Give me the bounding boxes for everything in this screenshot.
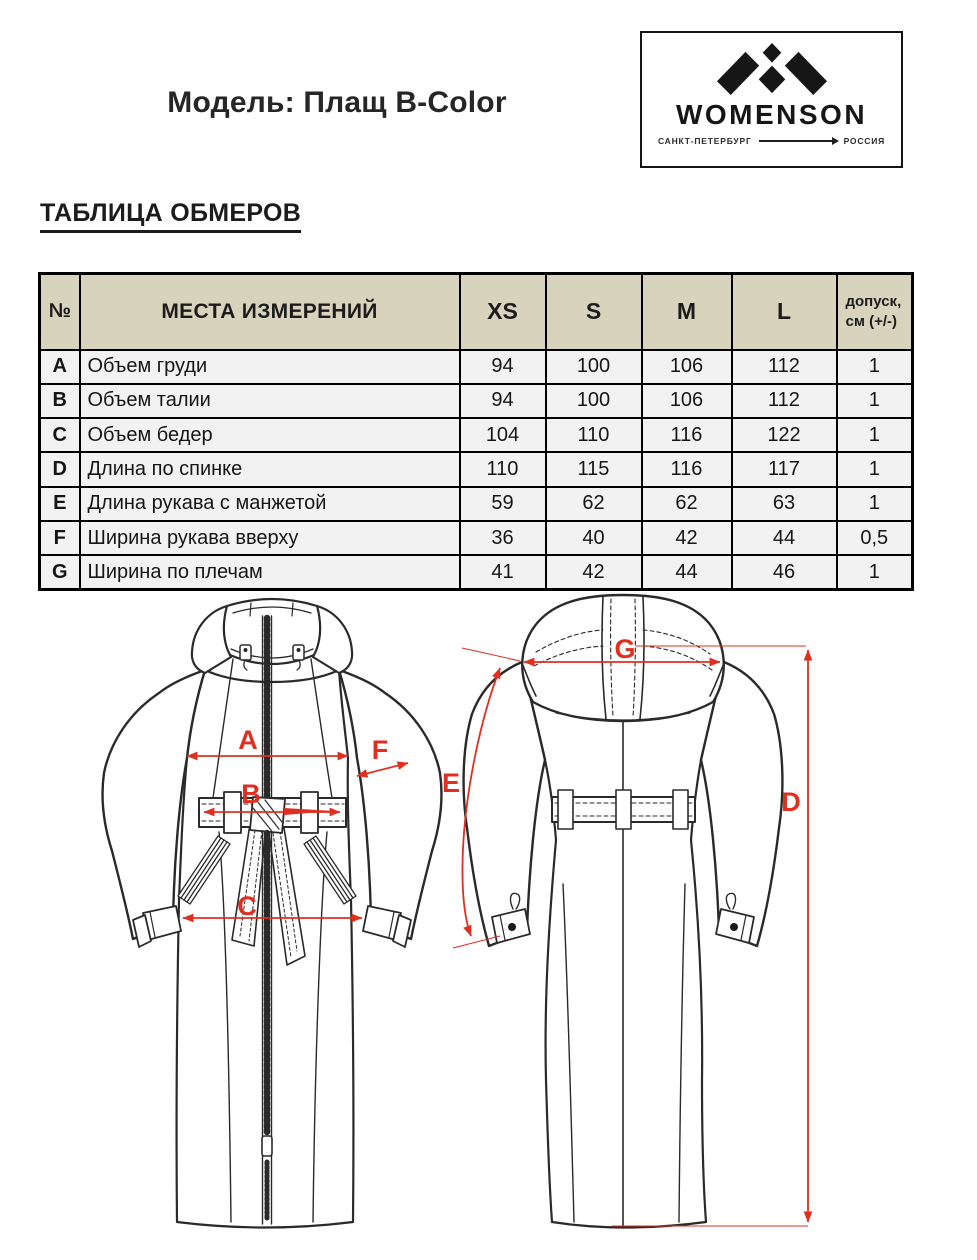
dim-label-f: F [371,735,389,765]
row-value: 104 [460,418,546,452]
brand-country: РОССИЯ [843,136,886,146]
row-place: Длина по спинке [80,452,460,486]
row-value: 41 [460,555,546,589]
row-value: 59 [460,487,546,521]
dim-label-e: E [441,768,461,798]
table-header-row [40,274,913,350]
table-row [40,555,913,589]
row-place: Длина рукава с манжетой [80,487,460,521]
table-row [40,452,913,486]
section-heading: ТАБЛИЦА ОБМЕРОВ [40,199,301,233]
row-value: 110 [546,418,642,452]
row-value: 44 [732,521,837,555]
row-place: Ширина рукава вверху [80,521,460,555]
row-letter: D [40,452,80,486]
table-row [40,521,913,555]
coat-back-view [464,595,783,1228]
row-value: 0,5 [837,521,913,555]
dim-label-d: D [781,787,801,817]
row-place: Объем бедер [80,418,460,452]
table-row [40,384,913,418]
col-header-xs: XS [460,274,546,350]
arrow-right-icon [759,140,837,142]
row-value: 1 [837,487,913,521]
dim-label-a: A [238,725,258,755]
brand-name: WOMENSON [675,99,868,130]
brand-logo [640,31,903,168]
row-letter: A [40,350,80,384]
row-letter: C [40,418,80,452]
brand-tagline [642,136,901,146]
row-place: Ширина по плечам [80,555,460,589]
crown-icon [713,42,831,98]
row-letter: G [40,555,80,589]
page-title: Модель: Плащ B-Color [167,86,507,119]
row-value: 100 [546,350,642,384]
brand-city: САНКТ-ПЕТЕРБУРГ [657,136,752,146]
measurement-table [38,272,914,591]
col-header-m: M [642,274,732,350]
row-value: 1 [837,350,913,384]
garment-drawings [0,592,977,1260]
row-value: 62 [642,487,732,521]
table-row [40,418,913,452]
col-header-l: L [732,274,837,350]
row-value: 1 [837,384,913,418]
col-header-tolerance: допуск, см (+/-) [837,274,913,350]
row-value: 42 [642,521,732,555]
back-belt [552,790,695,829]
row-value: 116 [642,452,732,486]
dim-label-c: C [237,891,257,921]
row-place: Объем груди [80,350,460,384]
row-value: 1 [837,555,913,589]
dim-label-g: G [614,634,636,664]
row-place: Объем талии [80,384,460,418]
row-value: 116 [642,418,732,452]
row-value: 46 [732,555,837,589]
row-value: 115 [546,452,642,486]
row-value: 44 [642,555,732,589]
row-value: 100 [546,384,642,418]
row-value: 110 [460,452,546,486]
col-header-s: S [546,274,642,350]
row-letter: E [40,487,80,521]
row-letter: B [40,384,80,418]
row-value: 106 [642,350,732,384]
row-value: 42 [546,555,642,589]
row-value: 63 [732,487,837,521]
table-row [40,350,913,384]
row-value: 36 [460,521,546,555]
dim-label-b: B [241,779,261,809]
row-value: 106 [642,384,732,418]
row-value: 62 [546,487,642,521]
row-letter: F [40,521,80,555]
coat-front-view [103,599,442,1228]
col-header-num: № [40,274,80,350]
table-row [40,487,913,521]
row-value: 1 [837,418,913,452]
row-value: 112 [732,384,837,418]
row-value: 94 [460,350,546,384]
row-value: 94 [460,384,546,418]
col-header-places: МЕСТА ИЗМЕРЕНИЙ [80,274,460,350]
row-value: 40 [546,521,642,555]
row-value: 1 [837,452,913,486]
row-value: 117 [732,452,837,486]
row-value: 112 [732,350,837,384]
row-value: 122 [732,418,837,452]
